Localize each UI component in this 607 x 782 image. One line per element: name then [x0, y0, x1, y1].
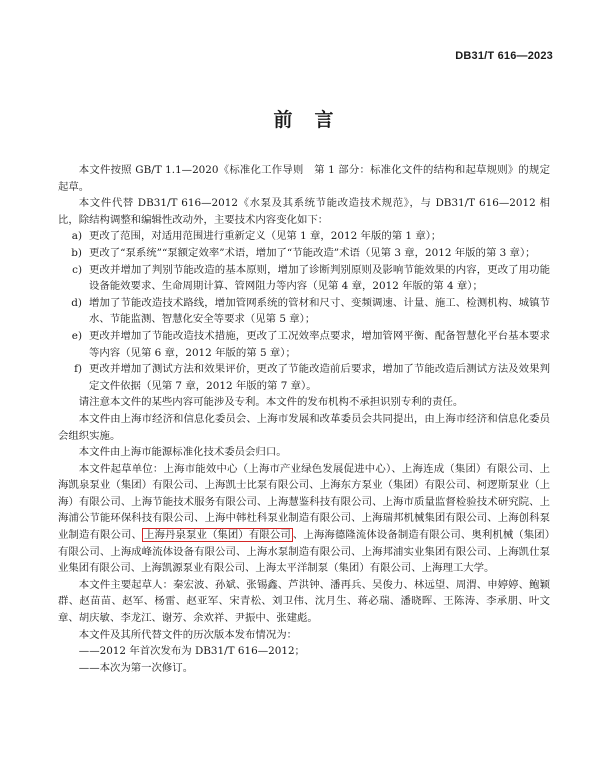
list-marker: e)	[71, 329, 82, 342]
document-number: DB31/T 616—2023	[455, 50, 553, 62]
list-item-text: 增加了节能改造技术路线，增加管网系统的管材和尺寸、变频调速、计量、施工、检测机构、城镇节水、节能监测、智慧化安全等要求（见第 5 章）；	[89, 296, 550, 326]
list-item	[58, 245, 550, 262]
list-item-text: 更改并增加了节能改造技术措施，更改了工况效率点要求，增加管网平衡、配备智慧化平台基本要求等内容（见第 6 章，2012 年版的第 5 章）；	[89, 329, 550, 359]
drafting-units-text-rest: 、上海海德隆流体设备制造有限公司、奥利机械（集团）有限公司、上海成峰流体设备有限公司、上海水泵制造有限公司、上海邦浦实业集团有限公司、上海凯仕泵业集团有限公司、上海凯源泵业有限公司、上海太平洋制泵（集团）有限公司、上海理工大学。	[58, 529, 550, 575]
centralized-paragraph: 本文件由上海市能源标准化技术委员会归口。	[78, 446, 287, 459]
list-item	[58, 262, 550, 295]
drafting-units-text: 本文件起草单位：上海市能效中心（上海市产业绿色发展促进中心）、上海连成（集团）有限公司、上海凯泉泵业（集团）有限公司、上海凯士比泵有限公司、上海东方泵业（集团）有限公司、柯逻斯泵业（上海）有限公司、上海节能技术服务有限公司、上海慧鉴科技有限公司、上海市质量监督检验技术研究院、上海浦公节能环保科技有限公司、上海中韩杜科泵业制造有限公司、上海瑞邦机械集团有限公司、上海创科泵业制造有限公司、	[58, 462, 550, 542]
drafters-paragraph: 本文件主要起草人：秦宏波、孙斌、张锡鑫、芦洪钟、潘再兵、吴俊力、林远望、周渭、申婷婷、鲍颖群、赵苗苗、赵军、杨雷、赵亚军、宋青松、刘卫伟、沈月生、蒋必瑞、潘晓晖、王陈涛、李承朋、叶文章、胡庆敏、李龙江、谢芳、余欢祥、尹振中、张建彪。	[58, 578, 550, 625]
list-item	[58, 328, 550, 361]
list-marker: f)	[74, 363, 82, 376]
list-item-text: 更改了范围，对适用范围进行重新定义（见第 1 章，2012 年版的第 1 章）；	[89, 230, 442, 243]
highlighted-company: 上海丹泉泵业（集团）有限公司	[143, 529, 291, 542]
patent-paragraph: 请注意本文件的某些内容可能涉及专利。本文件的发布机构不承担识别专利的责任。	[78, 396, 464, 409]
list-marker: d)	[71, 296, 82, 309]
drafting-units-paragraph	[58, 461, 550, 577]
list-item-text: 更改了“泵系统”“泵额定效率”术语，增加了“节能改造”术语（见第 3 章，2012 年版的第 3 章）；	[89, 246, 536, 259]
changes-list	[58, 228, 550, 394]
list-item	[58, 361, 550, 394]
history-title: 本文件及其所代替文件的历次版本发布情况为：	[78, 628, 297, 641]
list-item	[58, 228, 550, 245]
document-body	[58, 162, 550, 676]
list-marker: b)	[71, 246, 82, 259]
list-item-text: 更改并增加了判别节能改造的基本原则，增加了诊断判别原则及影响节能效果的内容，更改了用功能设备能效要求、生命周期计算、管网阻力等内容（见第 4 章，2012 年版的第 4 章）；	[89, 263, 550, 293]
replace-paragraph: 本文件代替 DB31/T 616—2012《水泵及其系统节能改造技术规范》，与 DB31/T 616—2012 相比，除结构调整和编辑性改动外，主要技术内容变化如下：	[58, 197, 550, 226]
list-item	[58, 295, 550, 328]
intro-paragraph: 本文件按照 GB/T 1.1—2020《标准化工作导则 第 1 部分：标准化文件的结构和起草规则》的规定起草。	[58, 164, 550, 193]
list-item-text: 更改并增加了测试方法和效果评价，更改了节能改造前后要求，增加了节能改造后测试方法及效果判定文件依据（见第 7 章，2012 年版的第 7 章）。	[89, 363, 550, 392]
list-marker: c)	[72, 263, 82, 276]
list-marker: a)	[71, 230, 82, 243]
history-item: ——2012 年首次发布为 DB31/T 616—2012；	[78, 645, 305, 658]
proposer-paragraph: 本文件由上海市经济和信息化委员会、上海市发展和改革委员会共同提出，由上海市经济和信息化委员会组织实施。	[58, 412, 550, 442]
page-title: 前言	[273, 109, 356, 131]
history-item: ——本次为第一次修订。	[78, 661, 194, 674]
